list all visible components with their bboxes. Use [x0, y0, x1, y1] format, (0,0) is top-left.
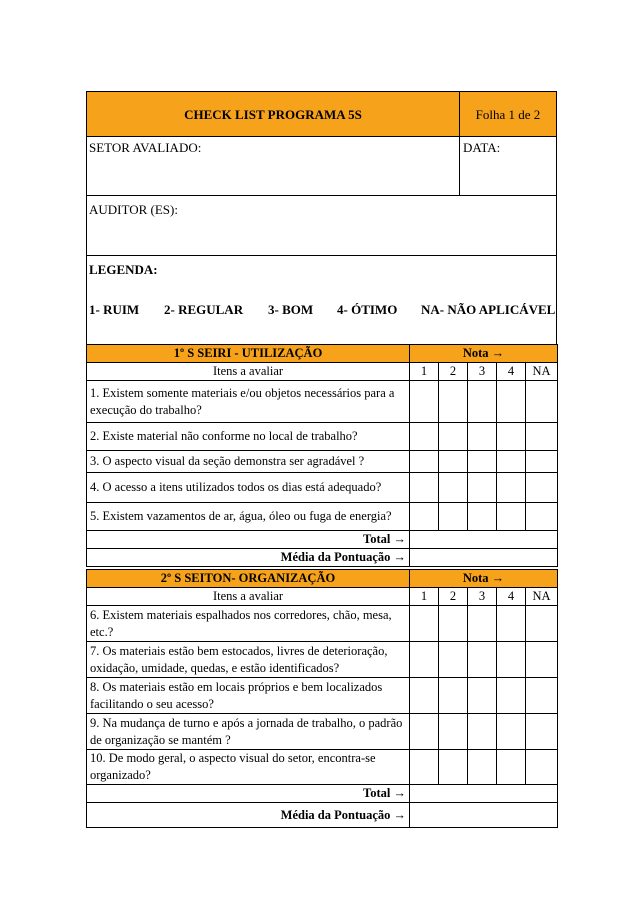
- score-cell[interactable]: [468, 606, 497, 642]
- section1-average-value[interactable]: [410, 549, 558, 567]
- score-col-1: 1: [410, 363, 439, 381]
- score-cell[interactable]: [526, 750, 558, 785]
- score-cell[interactable]: [468, 473, 497, 503]
- sector-divider: [459, 137, 460, 195]
- score-cell[interactable]: [526, 714, 558, 750]
- score-cell[interactable]: [497, 423, 526, 451]
- score-cell[interactable]: [439, 750, 468, 785]
- score-cell[interactable]: [526, 678, 558, 714]
- score-cell[interactable]: [410, 381, 439, 423]
- auditor-row: [86, 195, 557, 256]
- score-cell[interactable]: [439, 606, 468, 642]
- item-text: 8. Os materiais estão em locais próprios e bem localizados facilitando o seu acesso?: [87, 678, 410, 714]
- legend-item: 3- BOM: [268, 302, 314, 317]
- score-cell[interactable]: [497, 503, 526, 531]
- section1-average-label: Média da Pontuação →: [87, 549, 410, 567]
- section1-items-header: Itens a avaliar: [87, 363, 410, 381]
- score-col-na: NA: [526, 588, 558, 606]
- legend-item: 4- ÓTIMO: [337, 302, 398, 317]
- item-text: 7. Os materiais estão bem estocados, livres de deterioração, oxidação, umidade, quedas, e estão identificados?: [87, 642, 410, 678]
- score-cell[interactable]: [410, 606, 439, 642]
- item-text: 4. O acesso a itens utilizados todos os dias está adequado?: [87, 473, 410, 503]
- section1-score-label: Nota →: [410, 345, 558, 363]
- score-col-2: 2: [439, 363, 468, 381]
- score-col-na: NA: [526, 363, 558, 381]
- score-cell[interactable]: [439, 714, 468, 750]
- score-cell[interactable]: [410, 503, 439, 531]
- section2-average-label: Média da Pontuação →: [87, 803, 410, 828]
- score-cell[interactable]: [439, 678, 468, 714]
- date-label: DATA:: [463, 140, 501, 155]
- legend-item: 1- RUIM: [89, 302, 140, 317]
- score-cell[interactable]: [497, 678, 526, 714]
- score-cell[interactable]: [439, 503, 468, 531]
- section1-total-label: Total →: [87, 531, 410, 549]
- form-title: CHECK LIST PROGRAMA 5S: [184, 107, 362, 122]
- score-cell[interactable]: [468, 423, 497, 451]
- section2-score-label: Nota →: [410, 570, 558, 588]
- score-cell[interactable]: [439, 423, 468, 451]
- section2-table: [86, 569, 558, 828]
- score-cell[interactable]: [497, 473, 526, 503]
- page-indicator: Folha 1 de 2: [475, 107, 541, 122]
- item-text: 10. De modo geral, o aspecto visual do setor, encontra-se organizado?: [87, 750, 410, 785]
- sector-label: SETOR AVALIADO:: [89, 140, 202, 155]
- score-cell[interactable]: [526, 451, 558, 473]
- score-cell[interactable]: [526, 606, 558, 642]
- score-cell[interactable]: [497, 381, 526, 423]
- score-cell[interactable]: [410, 714, 439, 750]
- score-cell[interactable]: [526, 423, 558, 451]
- item-text: 6. Existem materiais espalhados nos corredores, chão, mesa, etc.?: [87, 606, 410, 642]
- score-col-4: 4: [497, 588, 526, 606]
- section1-title: 1º S SEIRI - UTILIZAÇÃO: [87, 345, 410, 363]
- score-cell[interactable]: [410, 750, 439, 785]
- score-cell[interactable]: [497, 606, 526, 642]
- item-text: 2. Existe material não conforme no local de trabalho?: [87, 423, 410, 451]
- score-cell[interactable]: [526, 473, 558, 503]
- score-cell[interactable]: [526, 381, 558, 423]
- section2-title: 2º S SEITON- ORGANIZAÇÃO: [87, 570, 410, 588]
- item-text: 3. O aspecto visual da seção demonstra ser agradável ?: [87, 451, 410, 473]
- item-text: 1. Existem somente materiais e/ou objetos necessários para a execução do trabalho?: [87, 381, 410, 423]
- section2-average-value[interactable]: [410, 803, 558, 828]
- auditor-label: AUDITOR (ES):: [89, 202, 178, 217]
- item-text: 9. Na mudança de turno e após a jornada de trabalho, o padrão de organização se mantém ?: [87, 714, 410, 750]
- score-cell[interactable]: [468, 381, 497, 423]
- sector-row: [86, 136, 557, 196]
- score-cell[interactable]: [468, 714, 497, 750]
- score-cell[interactable]: [497, 451, 526, 473]
- score-cell[interactable]: [497, 714, 526, 750]
- legend-box: [86, 255, 557, 345]
- score-col-3: 3: [468, 588, 497, 606]
- score-cell[interactable]: [439, 642, 468, 678]
- score-cell[interactable]: [468, 750, 497, 785]
- score-cell[interactable]: [526, 503, 558, 531]
- score-cell[interactable]: [439, 473, 468, 503]
- score-cell[interactable]: [468, 451, 497, 473]
- score-cell[interactable]: [497, 750, 526, 785]
- score-cell[interactable]: [497, 642, 526, 678]
- score-cell[interactable]: [410, 642, 439, 678]
- score-cell[interactable]: [526, 642, 558, 678]
- score-cell[interactable]: [410, 451, 439, 473]
- score-col-1: 1: [410, 588, 439, 606]
- score-cell[interactable]: [410, 678, 439, 714]
- section1-total-value[interactable]: [410, 531, 558, 549]
- legend-item: NA- NÃO APLICÁVEL: [421, 302, 556, 317]
- item-text: 5. Existem vazamentos de ar, água, óleo ou fuga de energia?: [87, 503, 410, 531]
- title-bar: [86, 91, 557, 137]
- score-cell[interactable]: [439, 381, 468, 423]
- section1-table: [86, 344, 558, 567]
- score-cell[interactable]: [439, 451, 468, 473]
- section2-total-value[interactable]: [410, 785, 558, 803]
- score-col-4: 4: [497, 363, 526, 381]
- score-cell[interactable]: [410, 473, 439, 503]
- legend-title: LEGENDA:: [89, 262, 158, 277]
- score-cell[interactable]: [468, 503, 497, 531]
- section2-items-header: Itens a avaliar: [87, 588, 410, 606]
- score-col-3: 3: [468, 363, 497, 381]
- score-cell[interactable]: [468, 642, 497, 678]
- section2-total-label: Total →: [87, 785, 410, 803]
- score-cell[interactable]: [468, 678, 497, 714]
- score-cell[interactable]: [410, 423, 439, 451]
- score-col-2: 2: [439, 588, 468, 606]
- legend-item: 2- REGULAR: [164, 302, 244, 317]
